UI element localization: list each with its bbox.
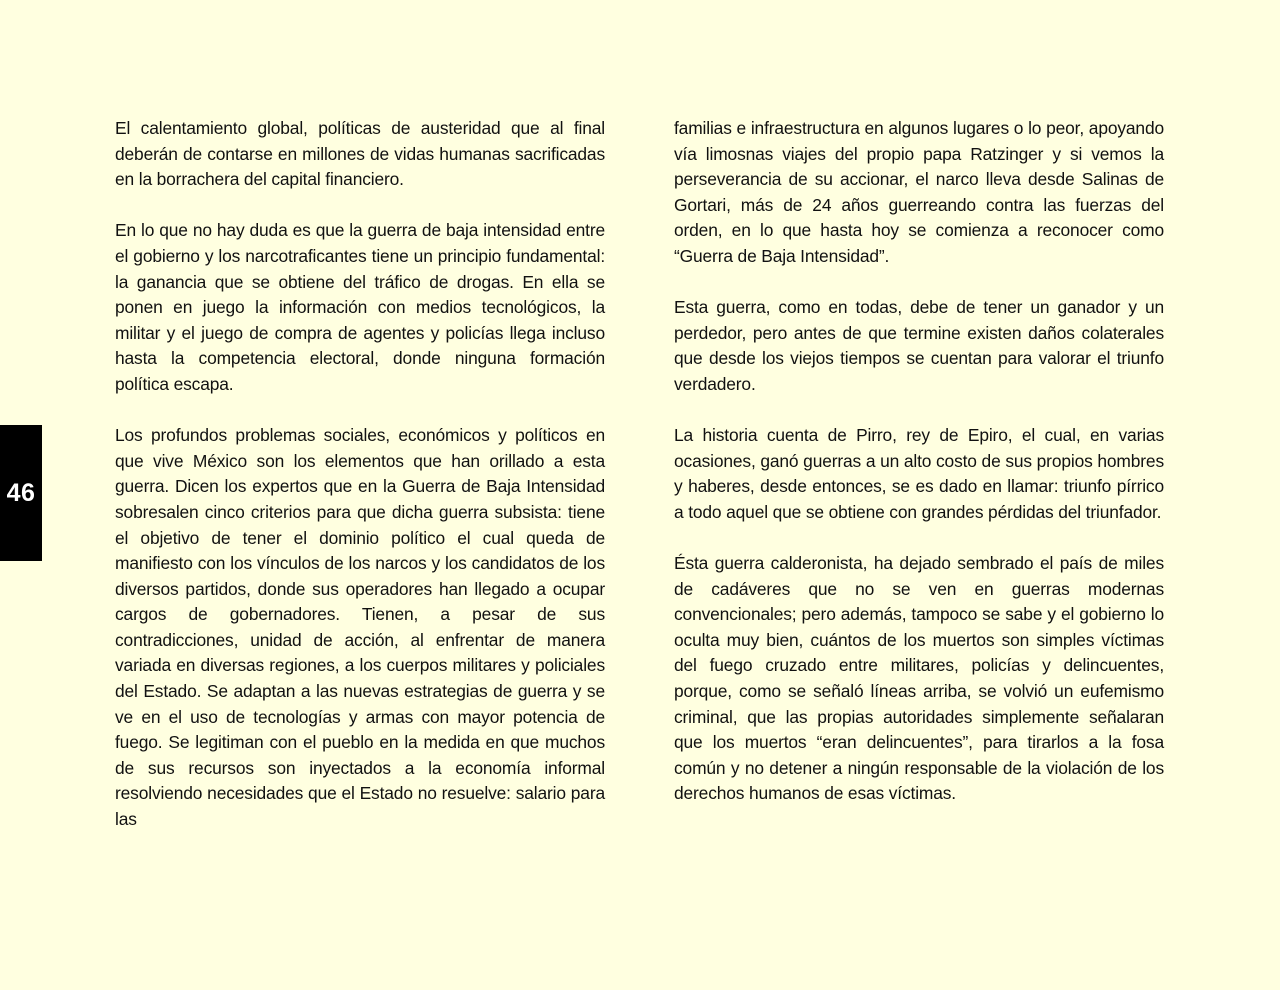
right-paragraph-4: Ésta guerra calderonista, ha dejado sembrado el país de miles de cadáveres que no se ven en guerras modernas convencionales; pero además, tampoco se sabe y el gobierno lo oculta muy bien, cuántos de los muertos son simples víctimas del fuego cruzado entre militares, policías y delincuentes, porque, como se señaló líneas arriba, se volvió un eufemismo criminal, que las propias autoridades simplemente señalaran que los muertos “eran delincuentes”, para tirarlos a la fosa común y no detener a ningún responsable de la violación de los derechos humanos de esas víctimas. bbox=[674, 553, 1164, 804]
left-paragraph-2: En lo que no hay duda es que la guerra de baja intensidad entre el gobierno y los narcotraficantes tiene un principio fundamental: la ganancia que se obtiene del tráfico de drogas. En ella se ponen en juego la información con medios tecnológicos, la militar y el juego de compra de agentes y policías llega incluso hasta la competencia electoral, donde ninguna formación política escapa. bbox=[115, 220, 605, 394]
page-number: 46 bbox=[6, 478, 36, 507]
left-column bbox=[115, 116, 605, 858]
right-paragraph-2: Esta guerra, como en todas, debe de tener un ganador y un perdedor, pero antes de que termine existen daños colaterales que desde los viejos tiempos se cuentan para valorar el triunfo verdadero. bbox=[674, 297, 1164, 394]
right-paragraph-1: familias e infraestructura en algunos lugares o lo peor, apoyando vía limosnas viajes del propio papa Ratzinger y si vemos la perseverancia de su accionar, el narco lleva desde Salinas de Gortari, más de 24 años guerreando contra las fuerzas del orden, en lo que hasta hoy se comienza a reconocer como “Guerra de Baja Intensidad”. bbox=[674, 118, 1164, 266]
right-column bbox=[674, 116, 1164, 833]
left-paragraph-3: Los profundos problemas sociales, económicos y políticos en que vive México son los elementos que han orillado a esta guerra. Dicen los expertos que en la Guerra de Baja Intensidad sobresalen cinco criterios para que dicha guerra subsista: tiene el objetivo de tener el dominio político el cual queda de manifiesto con los vínculos de los narcos y los candidatos de los diversos partidos, donde sus operadores han llegado a ocupar cargos de gobernadores. Tienen, a pesar de sus contradicciones, unidad de acción, al enfrentar de manera variada en diversas regiones, a los cuerpos militares y policiales del Estado. Se adaptan a las nuevas estrategias de guerra y se ve en el uso de tecnologías y armas con mayor potencia de fuego. Se legitiman con el pueblo en la medida en que muchos de sus recursos son inyectados a la economía informal resolviendo necesidades que el Estado no resuelve: salario para las bbox=[115, 425, 605, 830]
left-paragraph-1: El calentamiento global, políticas de austeridad que al final deberán de contarse en millones de vidas humanas sacrificadas en la borrachera del capital financiero. bbox=[115, 118, 605, 190]
right-paragraph-3: La historia cuenta de Pirro, rey de Epiro, el cual, en varias ocasiones, ganó guerras a un alto costo de sus propios hombres y haberes, desde entonces, se es dado en llamar: triunfo pírrico a todo aquel que se obtiene con grandes pérdidas del triunfador. bbox=[674, 425, 1164, 522]
page-number-tab bbox=[0, 425, 42, 561]
